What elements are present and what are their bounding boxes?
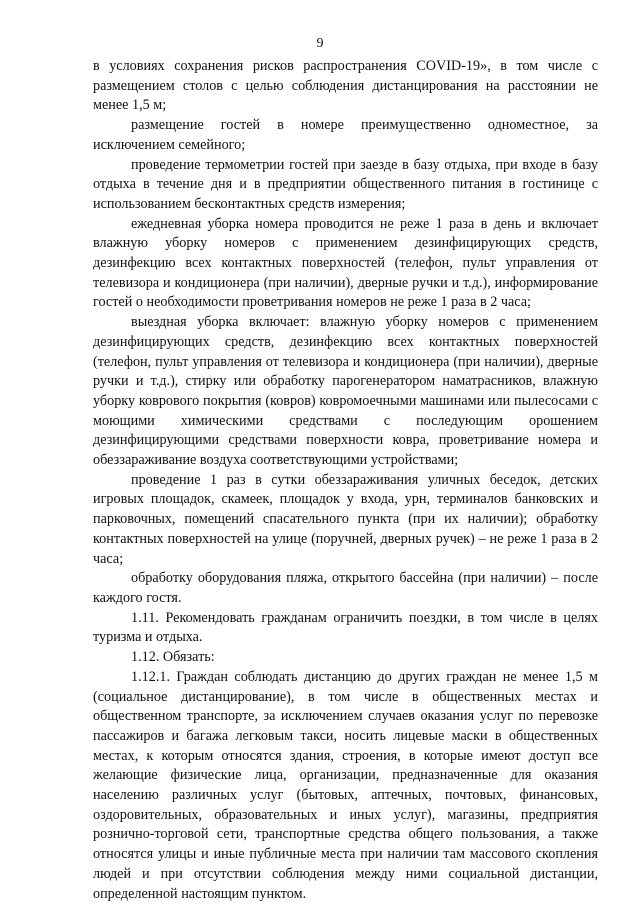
page-number: 9 [316,36,324,51]
paragraph-thermometry: проведение термометрии гостей при заезде в базу отдыха, при входе в базу отдыха в течение дня и в предприятии общественного питания в гостинице с использованием бесконтактных средств измерения; [93,156,598,212]
paragraph-continuation: в условиях сохранения рисков распространения COVID-19», в том числе с размещением столов с целью соблюдения дистанцирования на расстоянии не менее 1,5 м; [93,58,598,114]
paragraph-1-12-1: 1.12.1. Граждан соблюдать дистанцию до других граждан не менее 1,5 м (социальное дистанцирование), в том числе в общественных местах и общественном транспорте, за исключением случаев оказания услуг по перевозке пассажиров и багажа легковым такси, носить лицевые маски в общественных местах, к которым относятся здания, строения, в которые имеют доступ все желающие физические лица, организации, предназначенные для оказания населению различных услуг (бытовых, аптечных, почтовых, финансовых, оздоровительных, образовательных и иных услуг), магазины, предприятия рознично-торговой сети, транспортные средства общего пользования, а также относятся улицы и иные публичные места при наличии там массового скопления людей и при отсутствии соблюдения между ними социальной дистанции, определенной настоящим пунктом. [93,668,598,902]
document-body [93,57,598,904]
paragraph-beach-equipment: обработку оборудования пляжа, открытого бассейна (при наличии) – после каждого гостя. [93,570,598,606]
paragraph-1-11: 1.11. Рекомендовать гражданам ограничить поездки, в том числе в целях туризма и отдыха. [93,609,598,646]
paragraph-checkout-cleaning: выездная уборка включает: влажную уборку номеров с применением дезинфицирующих средств, дезинфекцию всех контактных поверхностей (телефон, пульт управления от телевизора и кондиционера (при наличии), дверные ручки и т.д.), стирку или обработку парогенератором наматрасников, влажную уборку коврового покрытия (ковров) ковромоечными машинами или пылесосами с моющими химическими средствами с последующим орошением дезинфицирующими средствами поверхности ковра, проветривание номера и обеззараживание воздуха соответствующими устройствами; [93,314,598,469]
paragraph-daily-cleaning: ежедневная уборка номера проводится не реже 1 раза в день и включает влажную уборку номеров с применением дезинфицирующих средств, дезинфекцию всех контактных поверхностей (телефон, пульт управления от телевизора и кондиционера (при наличии), дверные ручки и т.д.), информирование гостей о необходимости проветривания номеров не реже 1 раза в 2 часа; [93,215,598,311]
paragraph-disinfection: проведение 1 раз в сутки обеззараживания уличных беседок, детских игровых площадок, скамеек, площадок у входа, урн, терминалов банковских и парковочных, помещений спасательного пункта (при их наличии); обработку контактных поверхностей на улице (поручней, дверных ручек) – не реже 1 раза в 2 часа; [93,471,598,567]
paragraph-1-12: 1.12. Обязать: [131,649,215,666]
paragraph-guest-placement: размещение гостей в номере преимущественно одноместное, за исключением семейного; [93,117,598,153]
